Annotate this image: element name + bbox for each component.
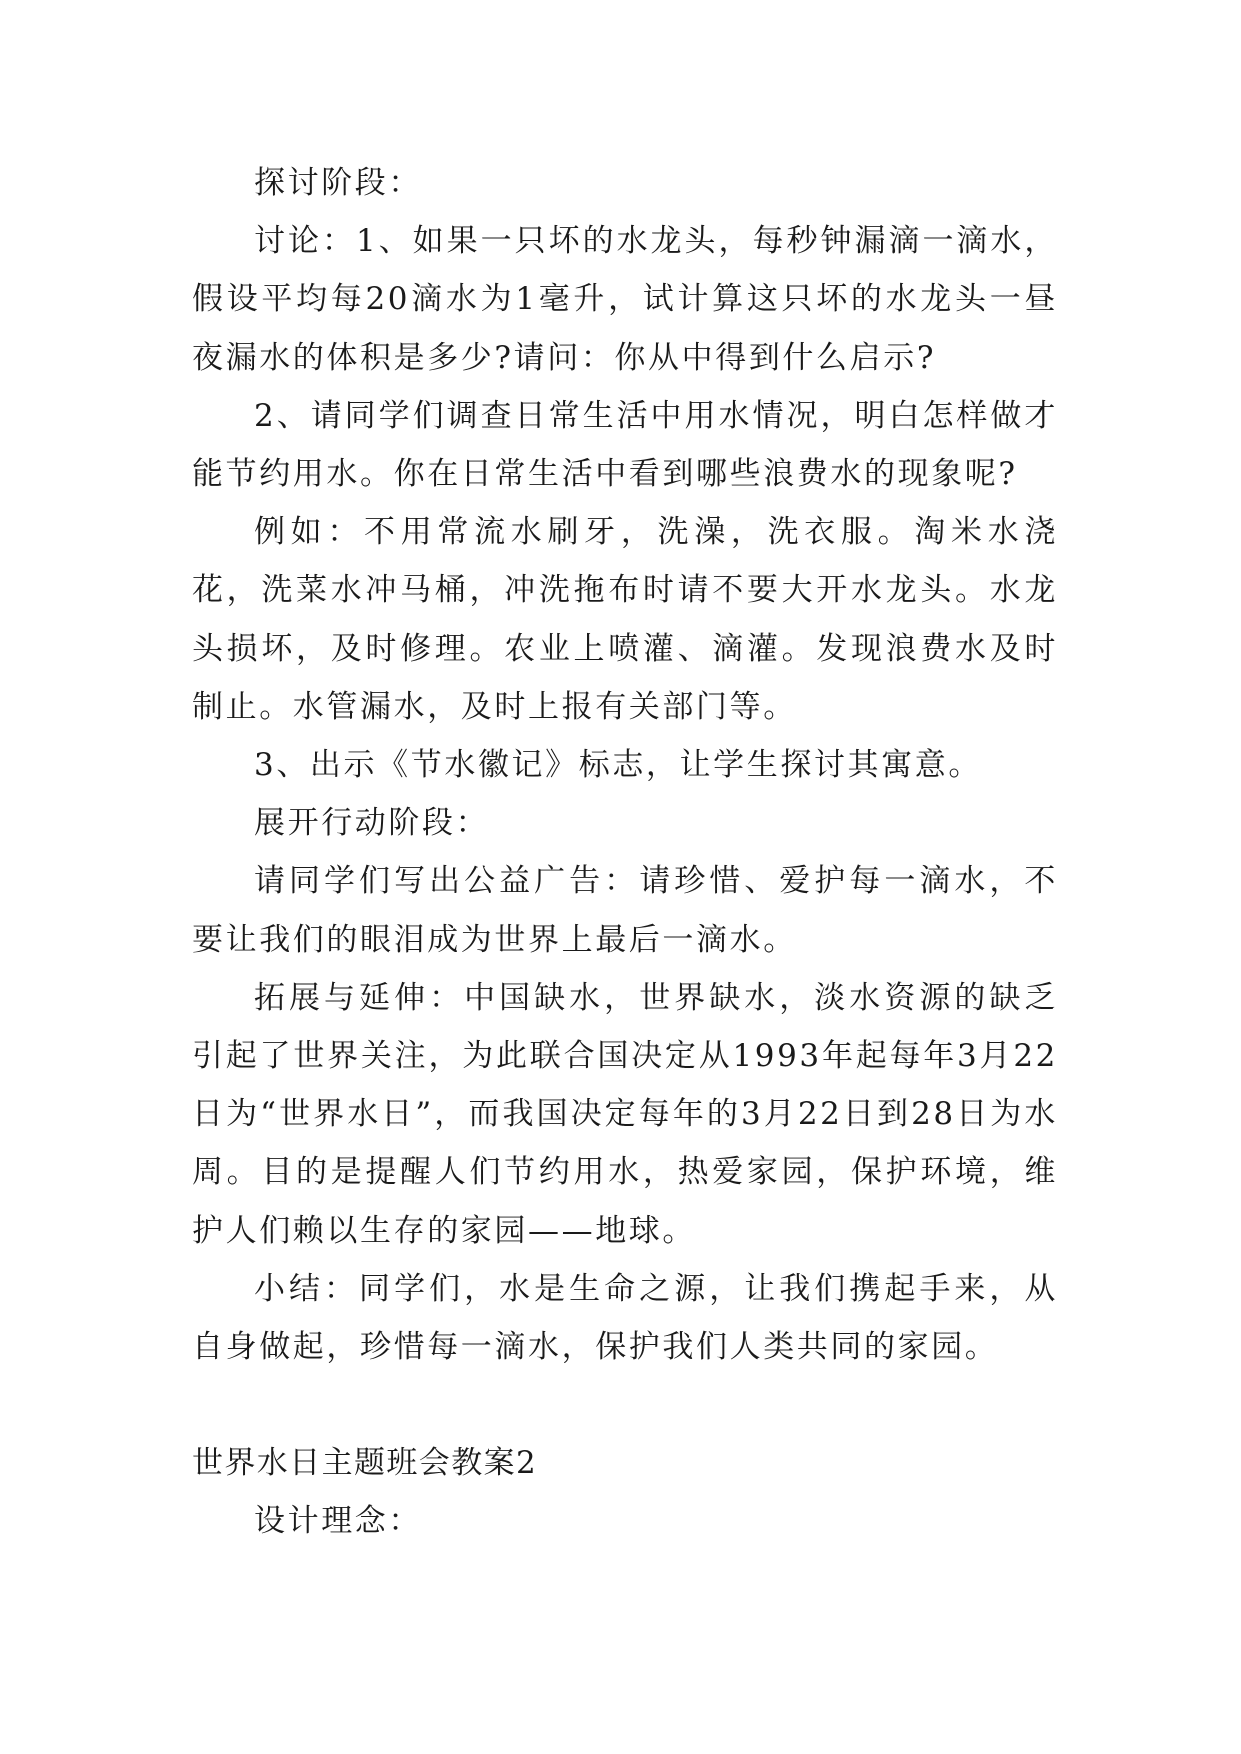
paragraph-action-stage: 展开行动阶段： — [254, 805, 490, 842]
paragraph-public-ad: 请同学们写出公益广告：请珍惜、爱护每一滴水，不要让我们的眼泪成为世界上最后一滴水。 — [192, 863, 1058, 958]
paragraph-discussion-stage: 探讨阶段： — [254, 165, 422, 201]
paragraph-discussion-2: 2、请同学们调查日常生活中用水情况，明白怎样做才能节约用水。你在日常生活中看到哪些浪费水的现象呢? — [192, 397, 1058, 493]
section-heading: 世界水日主题班会教案2 — [192, 1445, 538, 1482]
paragraph-extension: 拓展与延伸：中国缺水，世界缺水，淡水资源的缺乏引起了世界关注，为此联合国决定从1993年起每年3月22日为“世界水日”，而我国决定每年的3月22日到28日为水周。目的是提醒人们节约用水，热爱家园，保护环境，维护人们赖以生存的家园——地球。 — [192, 979, 1058, 1249]
paragraph-examples: 例如：不用常流水刷牙，洗澡，洗衣服。淘米水浇花，洗菜水冲马桶，冲洗拖布时请不要大开水龙头。水龙头损坏，及时修理。农业上喷灌、滴灌。发现浪费水及时制止。水管漏水，及时上报有关部门等。 — [192, 514, 1058, 725]
paragraph-summary: 小结：同学们，水是生命之源，让我们携起手来，从自身做起，珍惜每一滴水，保护我们人类共同的家园。 — [192, 1270, 1058, 1366]
document-body — [192, 154, 1058, 1551]
paragraph-discussion-3: 3、出示《节水徽记》标志，让学生探讨其寓意。 — [254, 747, 982, 784]
paragraph-design-concept: 设计理念： — [254, 1503, 422, 1540]
paragraph-discussion-1: 讨论：1、如果一只坏的水龙头，每秒钟漏滴一滴水，假设平均每20滴水为1毫升，试计算这只坏的水龙头一昼夜漏水的体积是多少?请问：你从中得到什么启示? — [192, 223, 1058, 376]
